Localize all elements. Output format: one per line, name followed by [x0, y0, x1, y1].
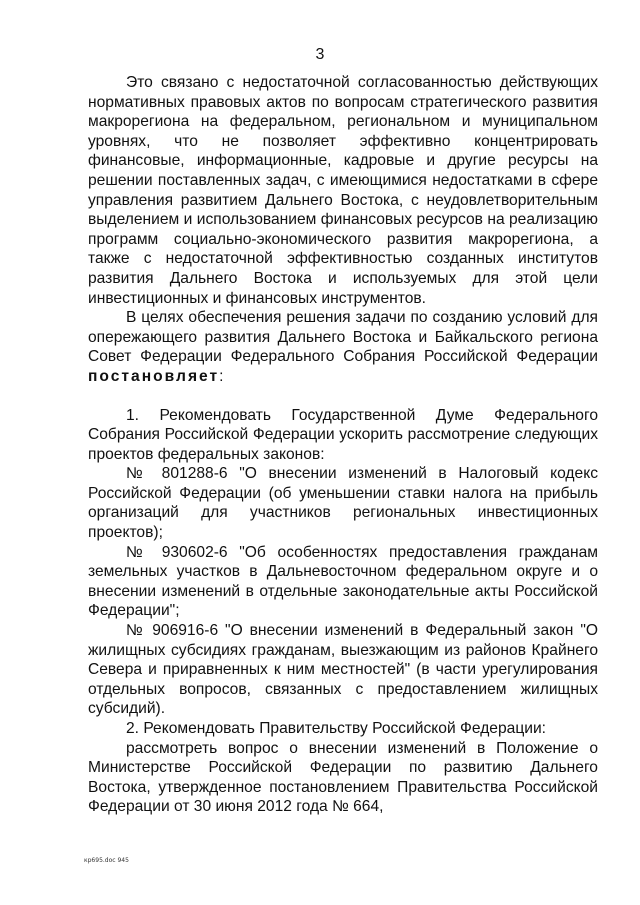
paragraph-preamble	[88, 308, 598, 386]
document-body	[88, 73, 598, 817]
item-1-recommendation-duma: 1. Рекомендовать Государственной Думе Федерального Собрания Российской Федерации ускорить рассмотрение следующих проектов федеральных законов:	[88, 406, 598, 463]
preamble-text: В целях обеспечения решения задачи по созданию условий для опережающего развития Дальнего Востока и Байкальского региона Совет Федерации Федерального Собрания Российской Федерации	[88, 309, 598, 366]
item-2-recommendation-government: 2. Рекомендовать Правительству Российской Федерации:	[126, 720, 547, 737]
bill-906916-6: № 906916-6 "О внесении изменений в Федеральный закон "О жилищных субсидиях гражданам, выезжающим из районов Крайнего Севера и приравненных к ним местностей" (в части урегулирования отдельных вопросов, связанных с предоставлением жилищных субсидий).	[88, 622, 598, 718]
paragraph-problem-summary: Это связано с недостаточной согласованностью действующих нормативных правовых актов по вопросам стратегического развития макрорегиона на федеральном, региональном и муниципальном уровнях, что не позволяет эффективно концентрировать финансовые, информационные, кадровые и другие ресурсы на решении поставленных задач, с имеющимися недостатками в сфере управления развитием Дальнего Востока, с неудовлетворительным выделением и использованием финансовых ресурсов на реализацию программ социально-экономического развития макрорегиона, а также с недостаточной эффективностью созданных институтов развития Дальнего Востока и используемых для этой цели инвестиционных и финансовых инструментов.	[88, 74, 598, 307]
file-footer: кр695.doc 945	[84, 857, 129, 864]
page-number: 3	[315, 46, 325, 63]
resolution-keyword: постановляет	[88, 367, 220, 385]
bill-930602-6: № 930602-6 "Об особенностях предоставления гражданам земельных участков в Дальневосточном федеральном округе и о внесении изменений в отдельные законодательные акты Российской Федерации";	[88, 543, 598, 620]
preamble-colon: :	[219, 367, 224, 385]
item-2-subitem-ministry-regulation: рассмотреть вопрос о внесении изменений в Положение о Министерстве Российской Федерации по развитию Дальнего Востока, утвержденное постановлением Правительства Российской Федерации от 30 июня 2012 года № 664,	[88, 739, 598, 816]
bill-801288-6: № 801288-6 "О внесении изменений в Налоговый кодекс Российской Федерации (об уменьшении ставки налога на прибыль организаций для участников региональных инвестиционных проектов);	[88, 465, 598, 542]
